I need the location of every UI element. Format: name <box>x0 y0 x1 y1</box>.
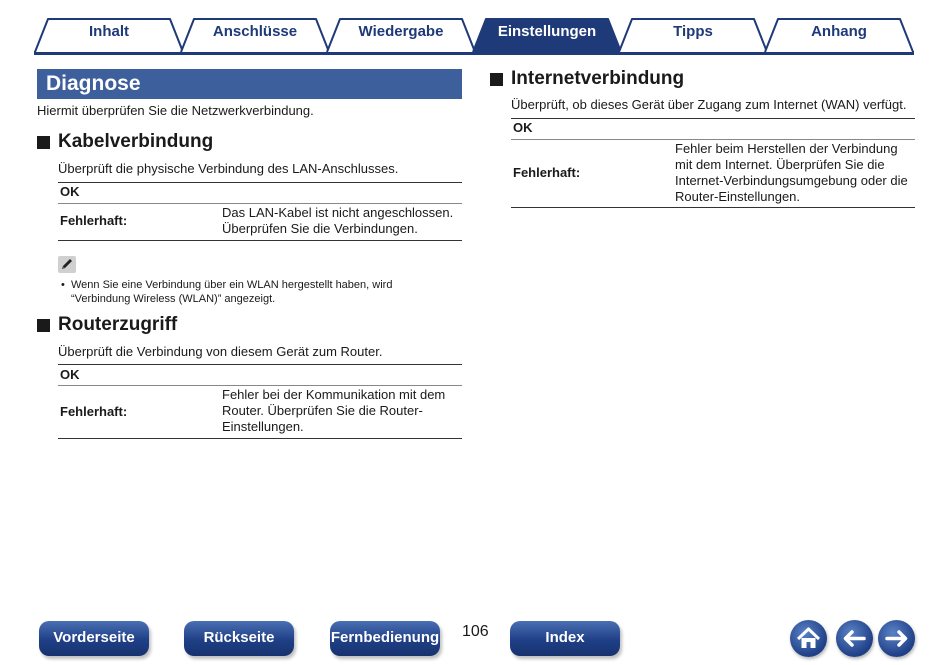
divider <box>58 240 462 241</box>
section-kabel-heading <box>37 131 213 153</box>
router-description: Überprüft die Verbindung von diesem Gerät zum Router. <box>58 344 383 359</box>
divider <box>511 118 915 119</box>
back-cover-button[interactable]: Rückseite <box>184 621 294 656</box>
section-router-title: Routerzugriff <box>58 314 178 335</box>
tab-label: Anhang <box>811 23 867 40</box>
internet-fail-line: Fehler beim Herstellen der Verbindung <box>675 141 898 156</box>
tab-bar <box>34 17 914 55</box>
kabel-fail-line: Das LAN-Kabel ist nicht angeschlossen. <box>222 205 454 220</box>
router-fail-line: Router. Überprüfen Sie die Router- <box>222 403 423 418</box>
section-kabel-title: Kabelverbindung <box>58 131 214 152</box>
section-router-heading <box>37 314 177 336</box>
kabel-fail-label: Fehlerhaft: <box>60 213 128 228</box>
kabel-description: Überprüft die physische Verbindung des LAN-Anschlusses. <box>58 161 399 176</box>
divider <box>511 207 915 208</box>
internet-fail-text <box>675 141 908 205</box>
tab-inhalt[interactable] <box>34 17 184 53</box>
router-fail-text <box>222 387 445 435</box>
kabel-fail-text <box>222 205 453 237</box>
router-fail-line: Einstellungen. <box>222 419 304 434</box>
divider <box>58 385 462 386</box>
kabel-ok-label: OK <box>60 184 80 199</box>
internet-fail-line: Internet-Verbindungsumgebung oder die <box>675 173 908 188</box>
next-page-button[interactable] <box>878 620 915 657</box>
index-button[interactable]: Index <box>510 621 620 656</box>
divider <box>58 203 462 204</box>
internet-fail-line: Router-Einstellungen. <box>675 189 801 204</box>
divider <box>58 364 462 365</box>
router-ok-label: OK <box>60 367 80 382</box>
tab-einstellungen[interactable] <box>472 17 622 53</box>
router-fail-label: Fehlerhaft: <box>60 404 128 419</box>
previous-page-button[interactable] <box>836 620 873 657</box>
square-bullet-icon <box>490 73 503 86</box>
tab-anschlüsse[interactable] <box>180 17 330 53</box>
tab-label: Einstellungen <box>497 23 597 40</box>
internet-fail-label: Fehlerhaft: <box>513 165 581 180</box>
tab-label: Anschlüsse <box>212 23 298 40</box>
remote-control-button[interactable]: Fernbedienung <box>330 621 440 656</box>
home-button[interactable] <box>790 620 827 657</box>
intro-text: Hiermit überprüfen Sie die Netzwerkverbindung. <box>37 103 314 118</box>
divider <box>58 438 462 439</box>
home-icon <box>790 620 827 657</box>
section-internet-title: Internetverbindung <box>511 68 685 89</box>
arrow-right-icon <box>878 620 915 657</box>
router-fail-line: Fehler bei der Kommunikation mit dem <box>222 387 446 402</box>
tab-label: Wiedergabe <box>358 23 444 40</box>
divider <box>58 182 462 183</box>
page-title: Diagnose <box>37 69 462 99</box>
tab-label: Inhalt <box>89 23 129 40</box>
note-text <box>61 278 392 306</box>
divider <box>511 139 915 140</box>
square-bullet-icon <box>37 136 50 149</box>
page-number: 106 <box>462 623 489 640</box>
section-internet-heading <box>490 68 684 90</box>
tab-anhang[interactable] <box>764 17 914 53</box>
tab-wiedergabe[interactable] <box>326 17 476 53</box>
internet-ok-label: OK <box>513 120 533 135</box>
kabel-fail-line: Überprüfen Sie die Verbindungen. <box>222 221 418 236</box>
internet-fail-line: mit dem Internet. Überprüfen Sie die <box>675 157 885 172</box>
note-line-text: Wenn Sie eine Verbindung über ein WLAN hergestellt haben, wird <box>71 279 393 291</box>
tab-tipps[interactable] <box>618 17 768 53</box>
pencil-icon <box>58 256 76 273</box>
note-line-text: “Verbindung Wireless (WLAN)” angezeigt. <box>71 293 276 305</box>
internet-description: Überprüft, ob dieses Gerät über Zugang zum Internet (WAN) verfügt. <box>511 97 907 112</box>
tab-label: Tipps <box>673 23 713 40</box>
front-cover-button[interactable]: Vorderseite <box>39 621 149 656</box>
arrow-left-icon <box>836 620 873 657</box>
square-bullet-icon <box>37 319 50 332</box>
note-line: • Wenn Sie eine Verbindung über ein WLAN hergestellt haben, wird <box>61 279 393 291</box>
note-line <box>61 292 392 306</box>
